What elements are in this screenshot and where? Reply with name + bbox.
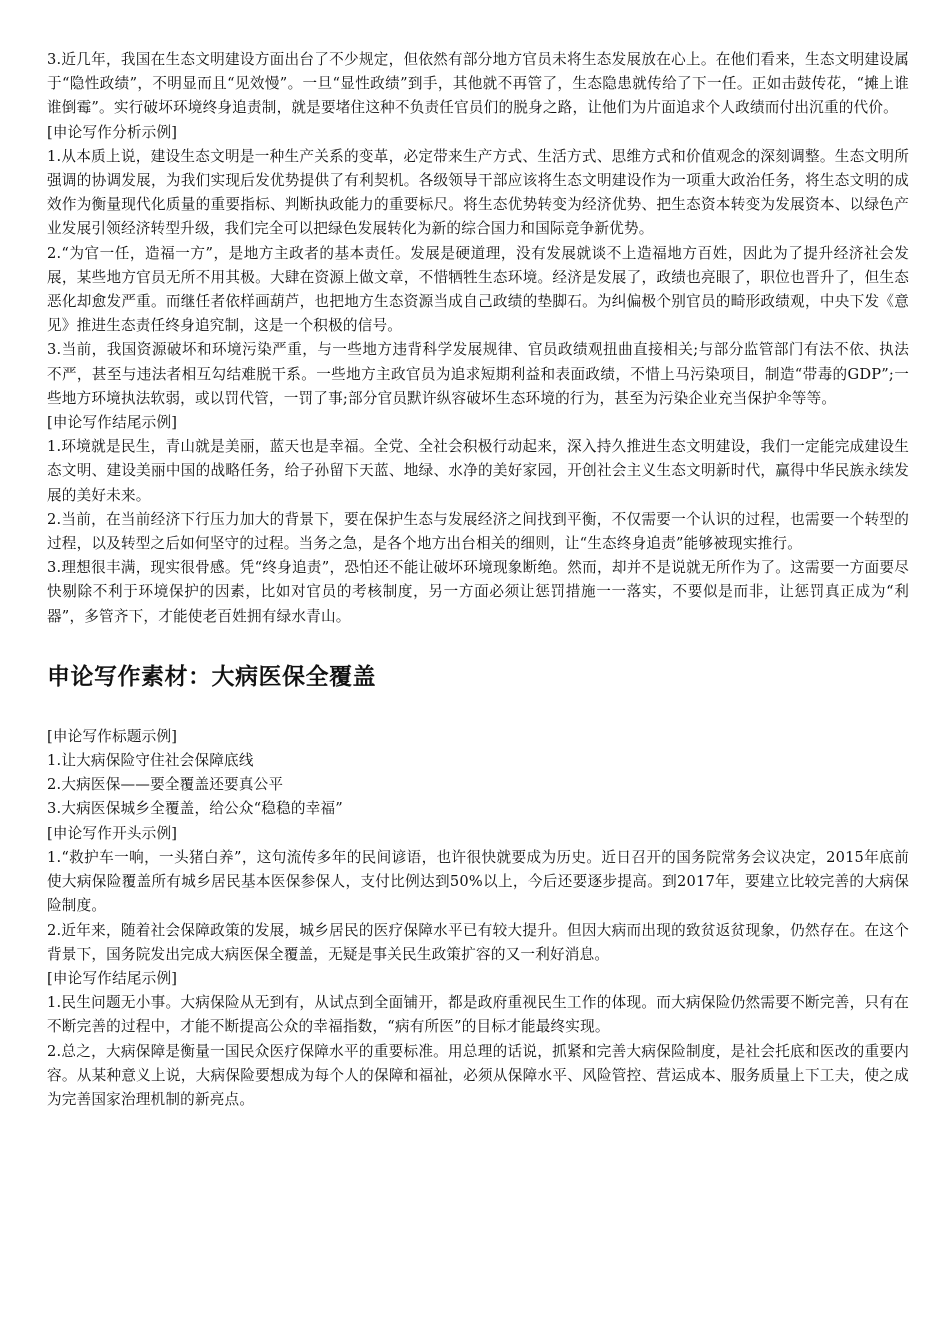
paragraph: 3.近几年，我国在生态文明建设方面出台了不少规定，但依然有部分地方官员未将生态发展放在心上。在他们看来，生态文明建设属于“隐性政绩”，不明显而且“见效慢”。一旦“显性政绩”到手，其他就不再管了，生态隐患就传给了下一任。正如击鼓传花，“摊上谁谁倒霉”。实行破坏环境终身追责制，就是要堵住这种不负责任官员们的脱身之路，让他们为片面追求个人政绩而付出沉重的代价。 [47,51,909,117]
list-item: 3.大病医保城乡全覆盖，给公众“稳稳的幸福” [47,800,343,818]
paragraph: 2.总之，大病保障是衡量一国民众医疗保障水平的重要标准。用总理的话说，抓紧和完善大病保险制度，是社会托底和医改的重要内容。从某种意义上说，大病保险要想成为每个人的保障和福祉，必须从保障水平、风险管控、营运成本、服务质量上下工夫，使之成为完善国家治理机制的新亮点。 [47,1042,909,1108]
section-ecology [47,48,909,629]
paragraph: 2.近年来，随着社会保障政策的发展，城乡居民的医疗保障水平已有较大提升。但因大病而出现的致贫返贫现象，仍然存在。在这个背景下，国务院发出完成大病医保全覆盖，无疑是事关民生政策扩容的又一利好消息。 [47,921,909,963]
section-label: [申论写作结尾示例] [47,414,178,432]
paragraph: 3.理想很丰满，现实很骨感。凭“终身追责”，恐怕还不能让破坏环境现象断绝。然而，却并不是说就无所作为了。这需要一方面要尽快剔除不利于环境保护的因素，比如对官员的考核制度，另一方面必须让惩罚措施一一落实，不要似是而非，让惩罚真正成为“利器”，多管齐下，才能使老百姓拥有绿水青山。 [47,559,909,625]
section-medical-insurance [47,725,909,1112]
paragraph: 1.从本质上说，建设生态文明是一种生产关系的变革，必定带来生产方式、生活方式、思维方式和价值观念的深刻调整。生态文明所强调的协调发展，为我们实现后发优势提供了有利契机。各级领导干部应该将生态文明建设作为一项重大政治任务，将生态文明的成效作为衡量现代化质量的重要指标、判断执政能力的重要标尺。将生态优势转变为经济优势、把生态资本转变为发展资本、以绿色产业发展引领经济转型升级，我们完全可以把绿色发展转化为新的综合国力和国际竞争新优势。 [47,147,909,238]
document-page [47,48,909,1112]
section-label: [申论写作结尾示例] [47,969,178,987]
list-item: 1.让大病保险守住社会保障底线 [47,752,254,770]
paragraph: 3.当前，我国资源破坏和环境污染严重，与一些地方违背科学发展规律、官员政绩观扭曲直接相关;与部分监管部门有法不依、执法不严，甚至与违法者相互勾结难脱干系。一些地方主政官员为追求短期利益和表面政绩，不惜上马污染项目，制造“带毒的GDP”;一些地方环境执法软弱，或以罚代管，一罚了事;部分官员默许纵容破坏生态环境的行为，甚至为污染企业充当保护伞等等。 [47,341,909,407]
paragraph: 2.当前，在当前经济下行压力加大的背景下，要在保护生态与发展经济之间找到平衡，不仅需要一个认识的过程，也需要一个转型的过程，以及转型之后如何坚守的过程。当务之急，是各个地方出台相关的细则，让“生态终身追责”能够被现实推行。 [47,510,909,553]
paragraph: 1.民生问题无小事。大病保险从无到有，从试点到全面铺开，都是政府重视民生工作的体现。而大病保险仍然需要不断完善，只有在不断完善的过程中，才能不断提高公众的幸福指数，“病有所医”的目标才能最终实现。 [47,994,909,1036]
paragraph: 1.“救护车一响，一头猪白养”，这句流传多年的民间谚语，也许很快就要成为历史。近日召开的国务院常务会议决定，2015年底前使大病保险覆盖所有城乡居民基本医保参保人，支付比例达到50%以上，今后还要逐步提高。到2017年，要建立比较完善的大病保险制度。 [47,848,909,915]
paragraph: 2.“为官一任，造福一方”，是地方主政者的基本责任。发展是硬道理，没有发展就谈不上造福地方百姓，因此为了提升经济社会发展，某些地方官员无所不用其极。大肆在资源上做文章，不惜牺牲生态环境。经济是发展了，政绩也亮眼了，职位也晋升了，但生态恶化却愈发严重。而继任者依样画葫芦，也把地方生态资源当成自己政绩的垫脚石。为纠偏极个别官员的畸形政绩观，中央下发《意见》推进生态责任终身追究制，这是一个积极的信号。 [47,244,909,335]
section-heading: 申论写作素材：大病医保全覆盖 [47,663,376,690]
section-label: [申论写作标题示例] [47,727,178,745]
list-item: 2.大病医保——要全覆盖还要真公平 [47,776,284,794]
paragraph: 1.环境就是民生，青山就是美丽，蓝天也是幸福。全党、全社会积极行动起来，深入持久推进生态文明建设，我们一定能完成建设生态文明、建设美丽中国的战略任务，给子孙留下天蓝、地绿、水净的美好家园，开创社会主义生态文明新时代，赢得中华民族永续发展的美好未来。 [47,438,909,504]
section-label: [申论写作分析示例] [47,123,178,141]
section-label: [申论写作开头示例] [47,824,178,842]
